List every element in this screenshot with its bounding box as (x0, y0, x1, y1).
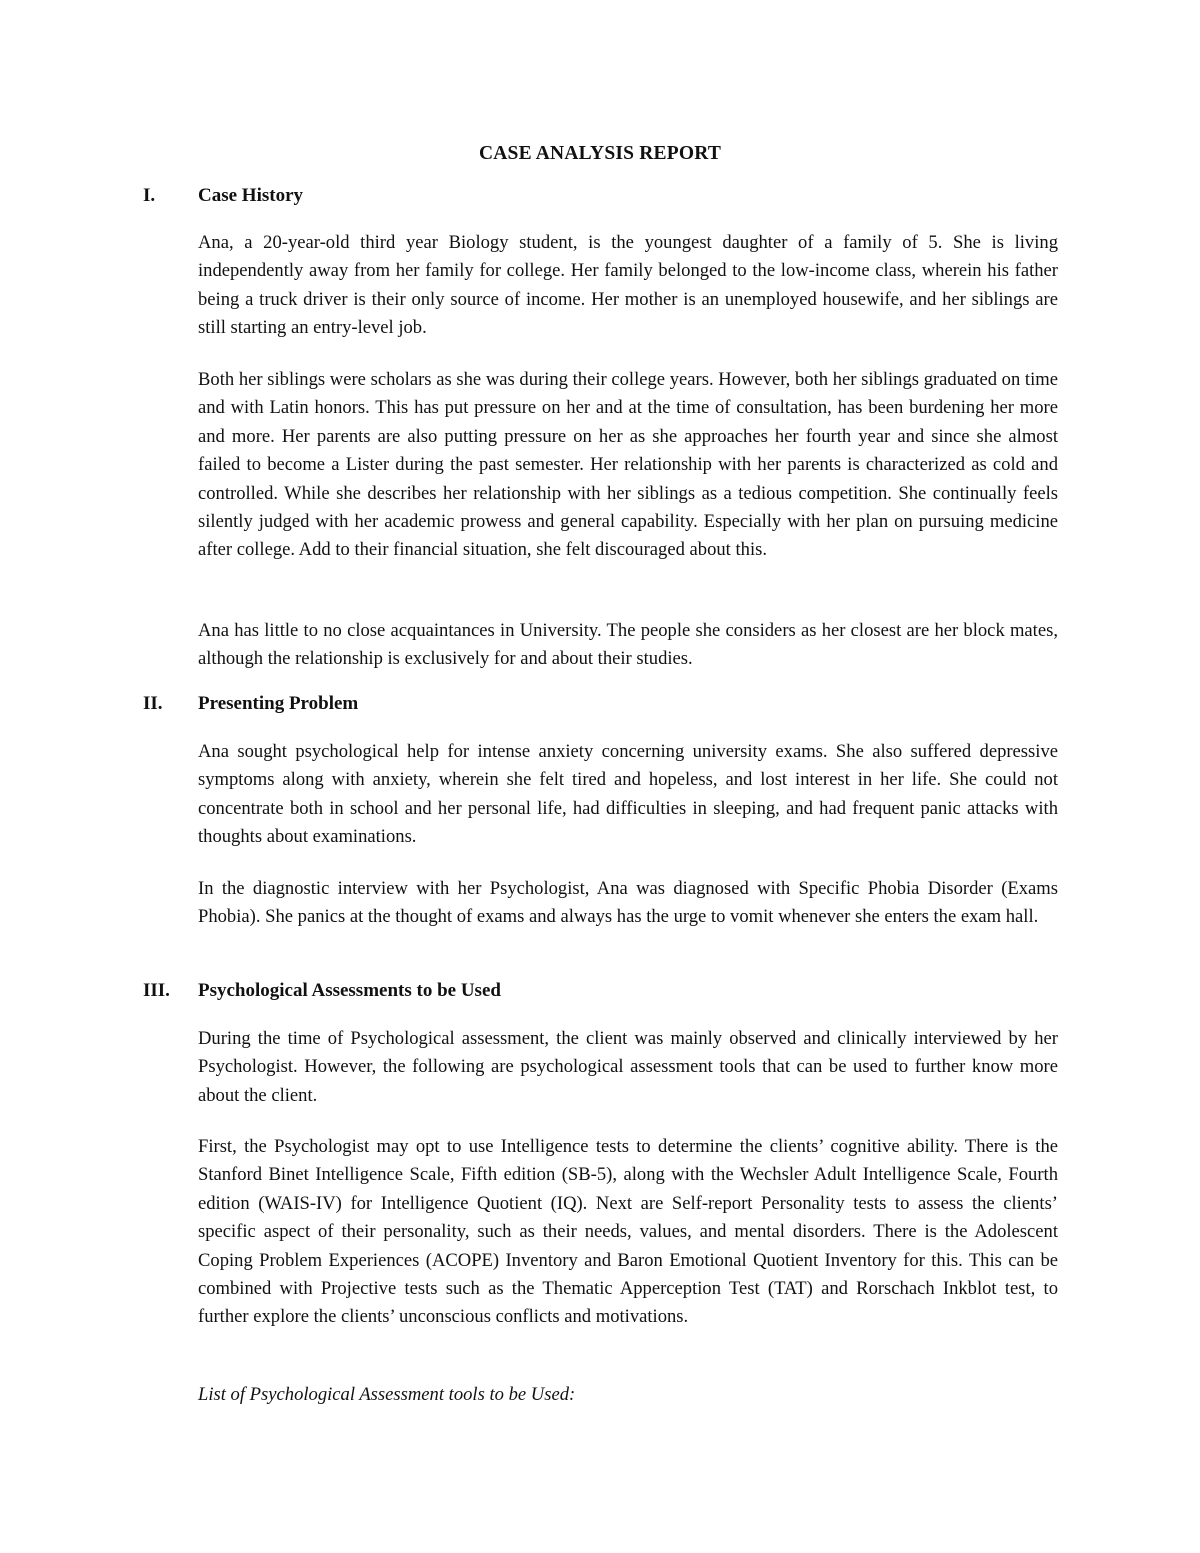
section-number: III. (143, 980, 170, 1001)
presenting-problem-paragraph-1: Ana sought psychological help for intense anxiety concerning university exams. She also suffered depressive symptoms along with anxiety, wherein she felt tired and hopeless, and lost interest in her life. She could not concentrate both in school and her personal life, had difficulties in sleeping, and had frequent panic attacks with thoughts about examinations. (198, 741, 1058, 848)
section-heading-case-history (143, 185, 303, 207)
section-number: II. (143, 693, 163, 714)
section-title: Presenting Problem (198, 693, 359, 714)
presenting-problem-paragraph-2: In the diagnostic interview with her Psychologist, Ana was diagnosed with Specific Phobia Disorder (Exams Phobia). She panics at the thought of exams and always has the urge to vomit whenever she enters the exam hall. (198, 878, 1058, 928)
section-number: I. (143, 185, 156, 206)
section-heading-presenting-problem (143, 693, 358, 715)
case-history-paragraph-3: Ana has little to no close acquaintances in University. The people she considers as her closest are her block mates, although the relationship is exclusively for and about their studies. (198, 620, 1058, 670)
case-history-paragraph-2: Both her siblings were scholars as she was during their college years. However, both her siblings graduated on time and with Latin honors. This has put pressure on her and at the time of consultation, has been burdening her more and more. Her parents are also putting pressure on her as she approaches her fourth year and since she almost failed to become a Lister during the past semester. Her relationship with her parents is characterized as cold and controlled. While she describes her relationship with her siblings as a tedious competition. She continually feels silently judged with her academic prowess and general capability. Especially with her plan on pursuing medicine after college. Add to their financial situation, she felt discouraged about this. (198, 369, 1058, 561)
section-heading-psychological-assessments (143, 980, 501, 1002)
assessments-paragraph-1: During the time of Psychological assessment, the client was mainly observed and clinically interviewed by her Psychologist. However, the following are psychological assessment tools that can be used to further know more about the client. (198, 1028, 1058, 1106)
section-title: Psychological Assessments to be Used (198, 980, 501, 1001)
report-title: CASE ANALYSIS REPORT (478, 143, 722, 164)
case-history-paragraph-1: Ana, a 20-year-old third year Biology student, is the youngest daughter of a family of 5. She is living independently away from her family for college. Her family belonged to the low-income class, wherein his father being a truck driver is their only source of income. Her mother is an unemployed housewife, and her siblings are still starting an entry-level job. (198, 232, 1058, 339)
assessments-paragraph-2: First, the Psychologist may opt to use Intelligence tests to determine the clients’ cognitive ability. There is the Stanford Binet Intelligence Scale, Fifth edition (SB-5), along with the Wechsler Adult Intelligence Scale, Fourth edition (WAIS-IV) for Intelligence Quotient (IQ). Next are Self-report Personality tests to assess the clients’ specific aspect of their personality, such as their needs, values, and mental disorders. There is the Adolescent Coping Problem Experiences (ACOPE) Inventory and Baron Emotional Quotient Inventory for this. This can be combined with Projective tests such as the Thematic Apperception Test (TAT) and Rorschach Inkblot test, to further explore the clients’ unconscious conflicts and motivations. (198, 1136, 1058, 1328)
assessment-tools-list-caption: List of Psychological Assessment tools to be Used: (198, 1384, 576, 1405)
section-title: Case History (198, 185, 304, 206)
